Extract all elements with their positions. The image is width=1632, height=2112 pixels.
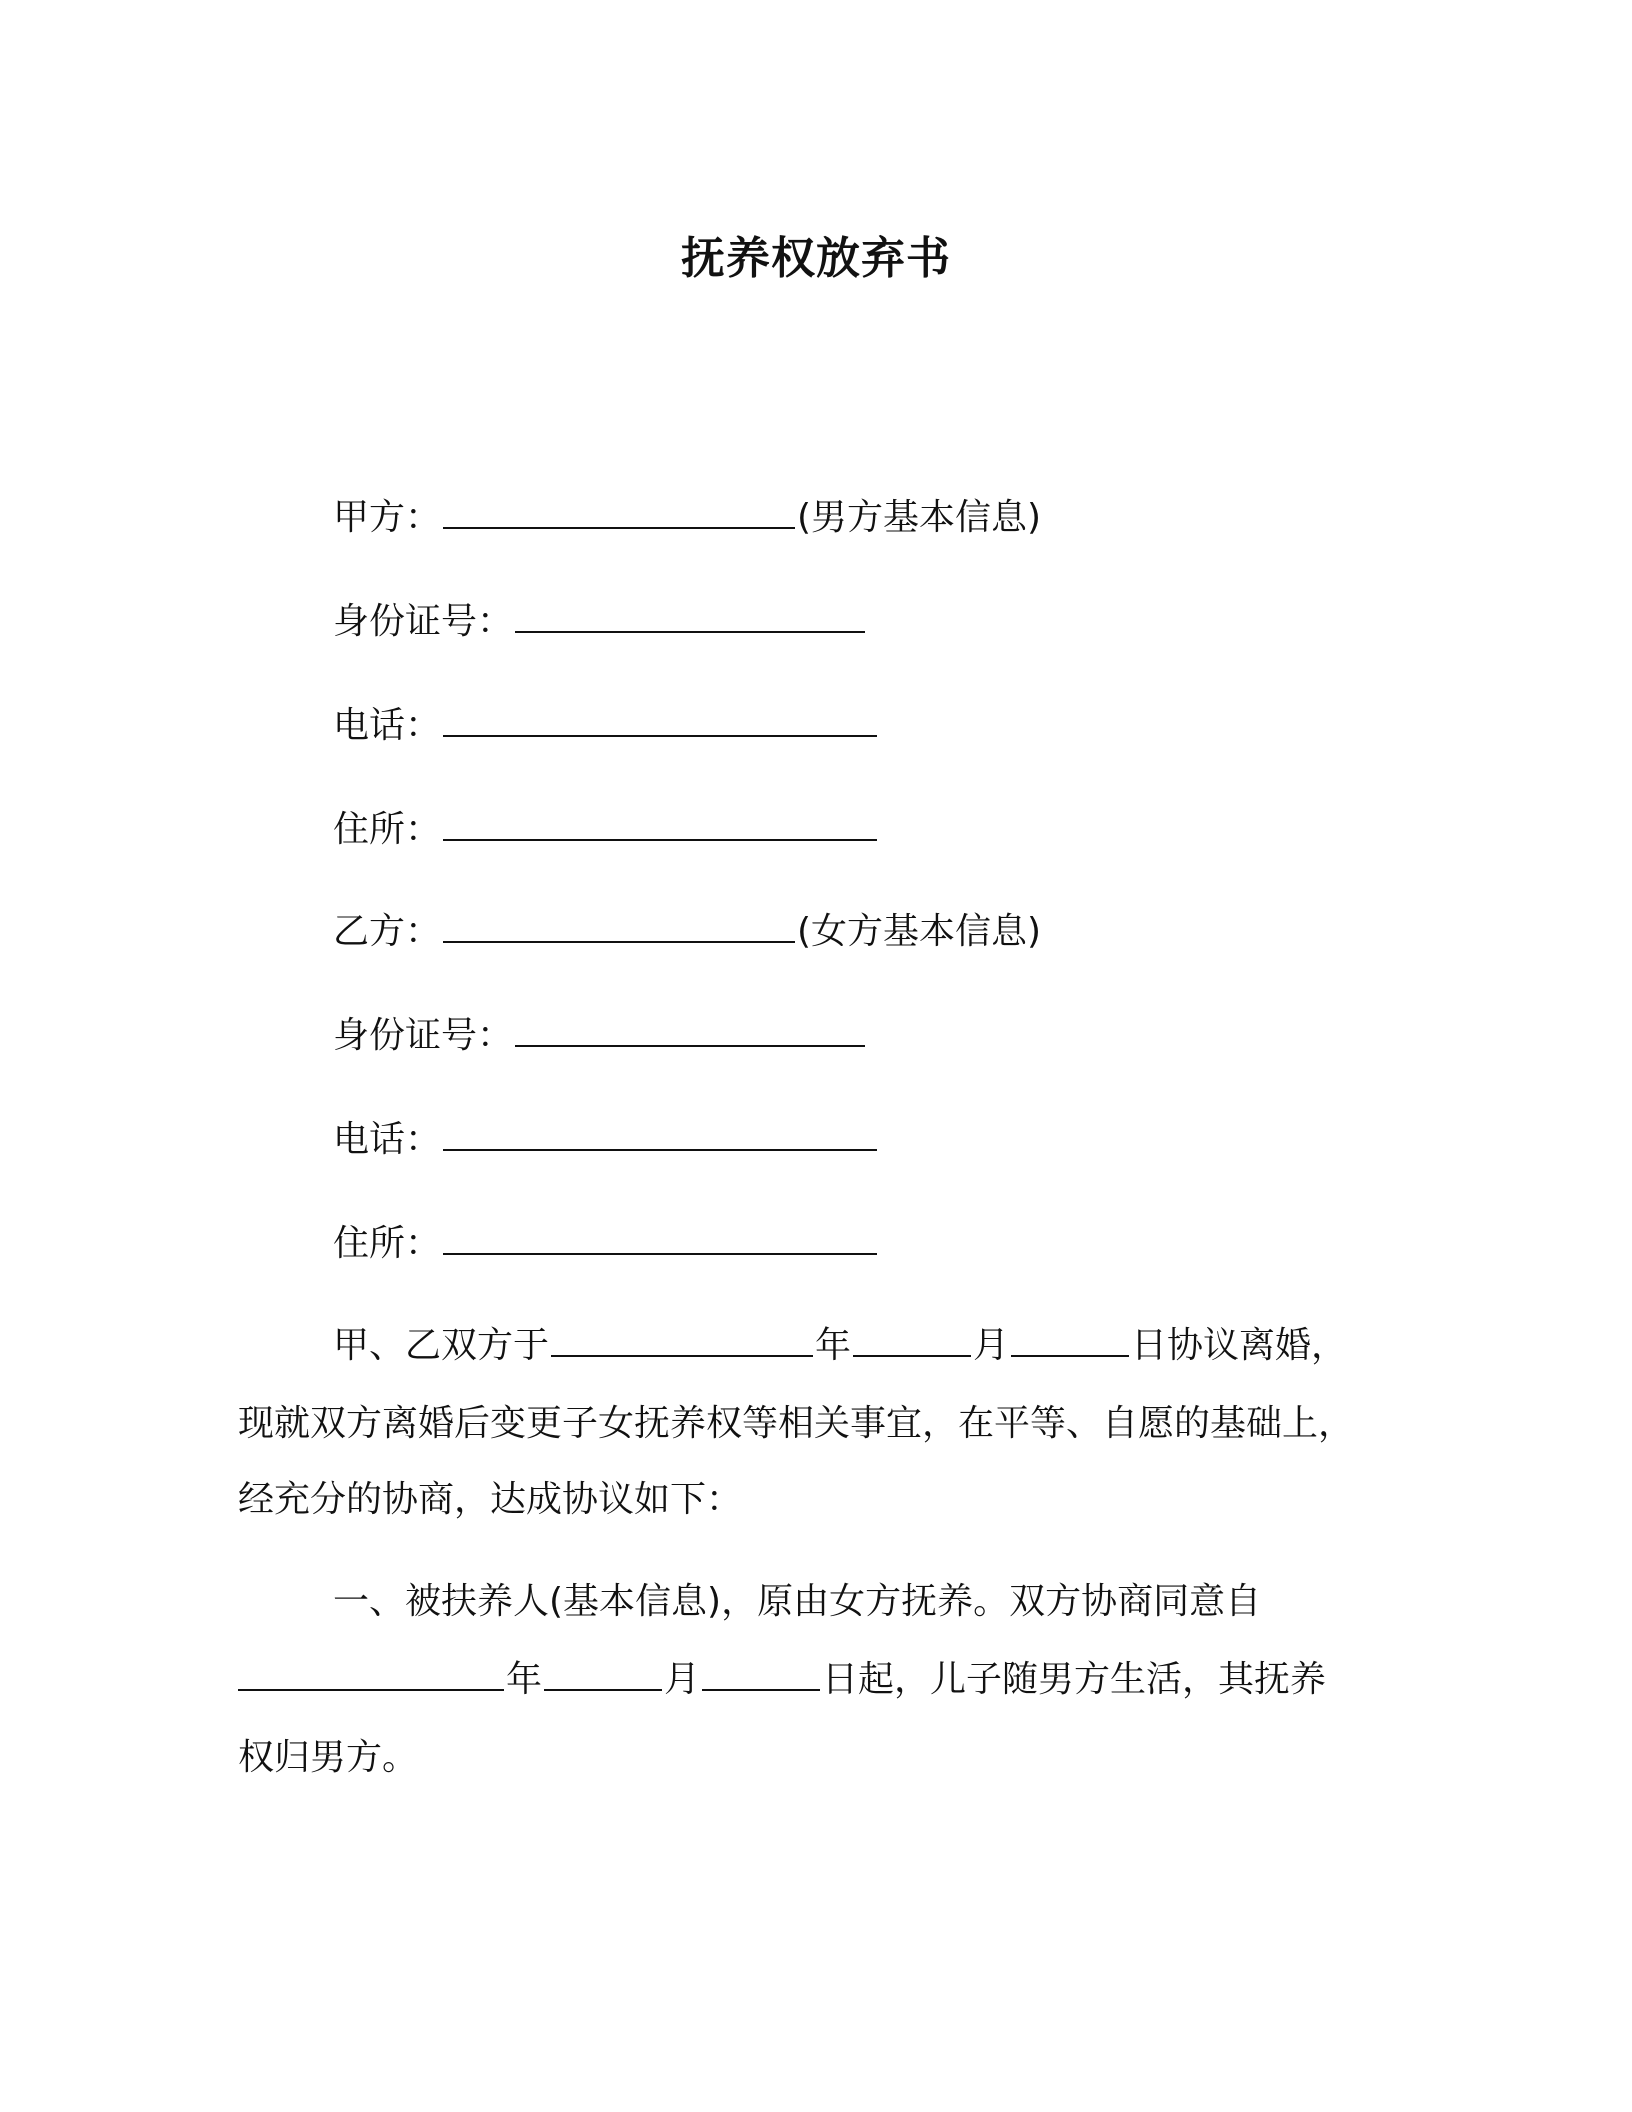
party-a-address-label: 住所： <box>333 809 442 850</box>
clause-1-line-2 <box>238 1656 1326 1704</box>
clause-1-line-3: 权归男方。 <box>238 1737 419 1778</box>
clause-1-year-blank[interactable] <box>238 1659 504 1691</box>
party-b-label: 乙方： <box>333 911 442 952</box>
party-a-label: 甲方： <box>333 497 442 538</box>
party-a-name-blank[interactable] <box>443 497 795 529</box>
intro-line-2: 现就双方离婚后变更子女抚养权等相关事宜，在平等、自愿的基础上， <box>238 1403 1355 1444</box>
party-a-address-row <box>333 806 879 854</box>
party-b-address-blank[interactable] <box>443 1223 877 1255</box>
party-b-note: (女方基本信息) <box>797 911 1042 952</box>
party-b-phone-label: 电话： <box>333 1119 442 1160</box>
party-b-address-label: 住所： <box>333 1223 442 1264</box>
clause-1-day-blank[interactable] <box>702 1659 820 1691</box>
party-a-phone-blank[interactable] <box>443 705 877 737</box>
intro-day-blank[interactable] <box>1011 1325 1129 1357</box>
party-b-name-row <box>333 908 1041 956</box>
party-a-address-blank[interactable] <box>443 809 877 841</box>
party-a-phone-row <box>333 702 879 750</box>
party-b-phone-blank[interactable] <box>443 1119 877 1151</box>
party-a-id-label: 身份证号： <box>333 601 514 642</box>
party-a-id-blank[interactable] <box>515 601 865 633</box>
party-b-address-row <box>333 1220 879 1268</box>
intro-year-label: 年 <box>815 1325 852 1366</box>
party-a-note: (男方基本信息) <box>797 497 1042 538</box>
clause-1-month-label: 月 <box>664 1659 701 1700</box>
party-b-id-row <box>333 1012 867 1060</box>
party-a-id-row <box>333 598 867 646</box>
intro-prefix: 甲、乙双方于 <box>333 1325 550 1366</box>
clause-1-year-label: 年 <box>506 1659 543 1700</box>
party-a-name-row <box>333 494 1041 542</box>
clause-1-line-1: 一、被扶养人(基本信息)，原由女方抚养。双方协商同意自 <box>333 1581 1262 1622</box>
clause-1-suffix: 日起，儿子随男方生活，其抚养 <box>822 1659 1327 1700</box>
party-a-phone-label: 电话： <box>333 705 442 746</box>
intro-line-3: 经充分的协商，达成协议如下： <box>238 1479 743 1520</box>
party-b-id-label: 身份证号： <box>333 1015 514 1056</box>
intro-suffix: 日协议离婚， <box>1131 1325 1348 1366</box>
party-b-name-blank[interactable] <box>443 911 795 943</box>
intro-month-label: 月 <box>973 1325 1010 1366</box>
intro-year-blank[interactable] <box>551 1325 813 1357</box>
party-b-phone-row <box>333 1116 879 1164</box>
intro-line-1 <box>333 1322 1347 1370</box>
intro-month-blank[interactable] <box>853 1325 971 1357</box>
clause-1-month-blank[interactable] <box>544 1659 662 1691</box>
document-title: 抚养权放弃书 <box>681 233 951 284</box>
party-b-id-blank[interactable] <box>515 1015 865 1047</box>
